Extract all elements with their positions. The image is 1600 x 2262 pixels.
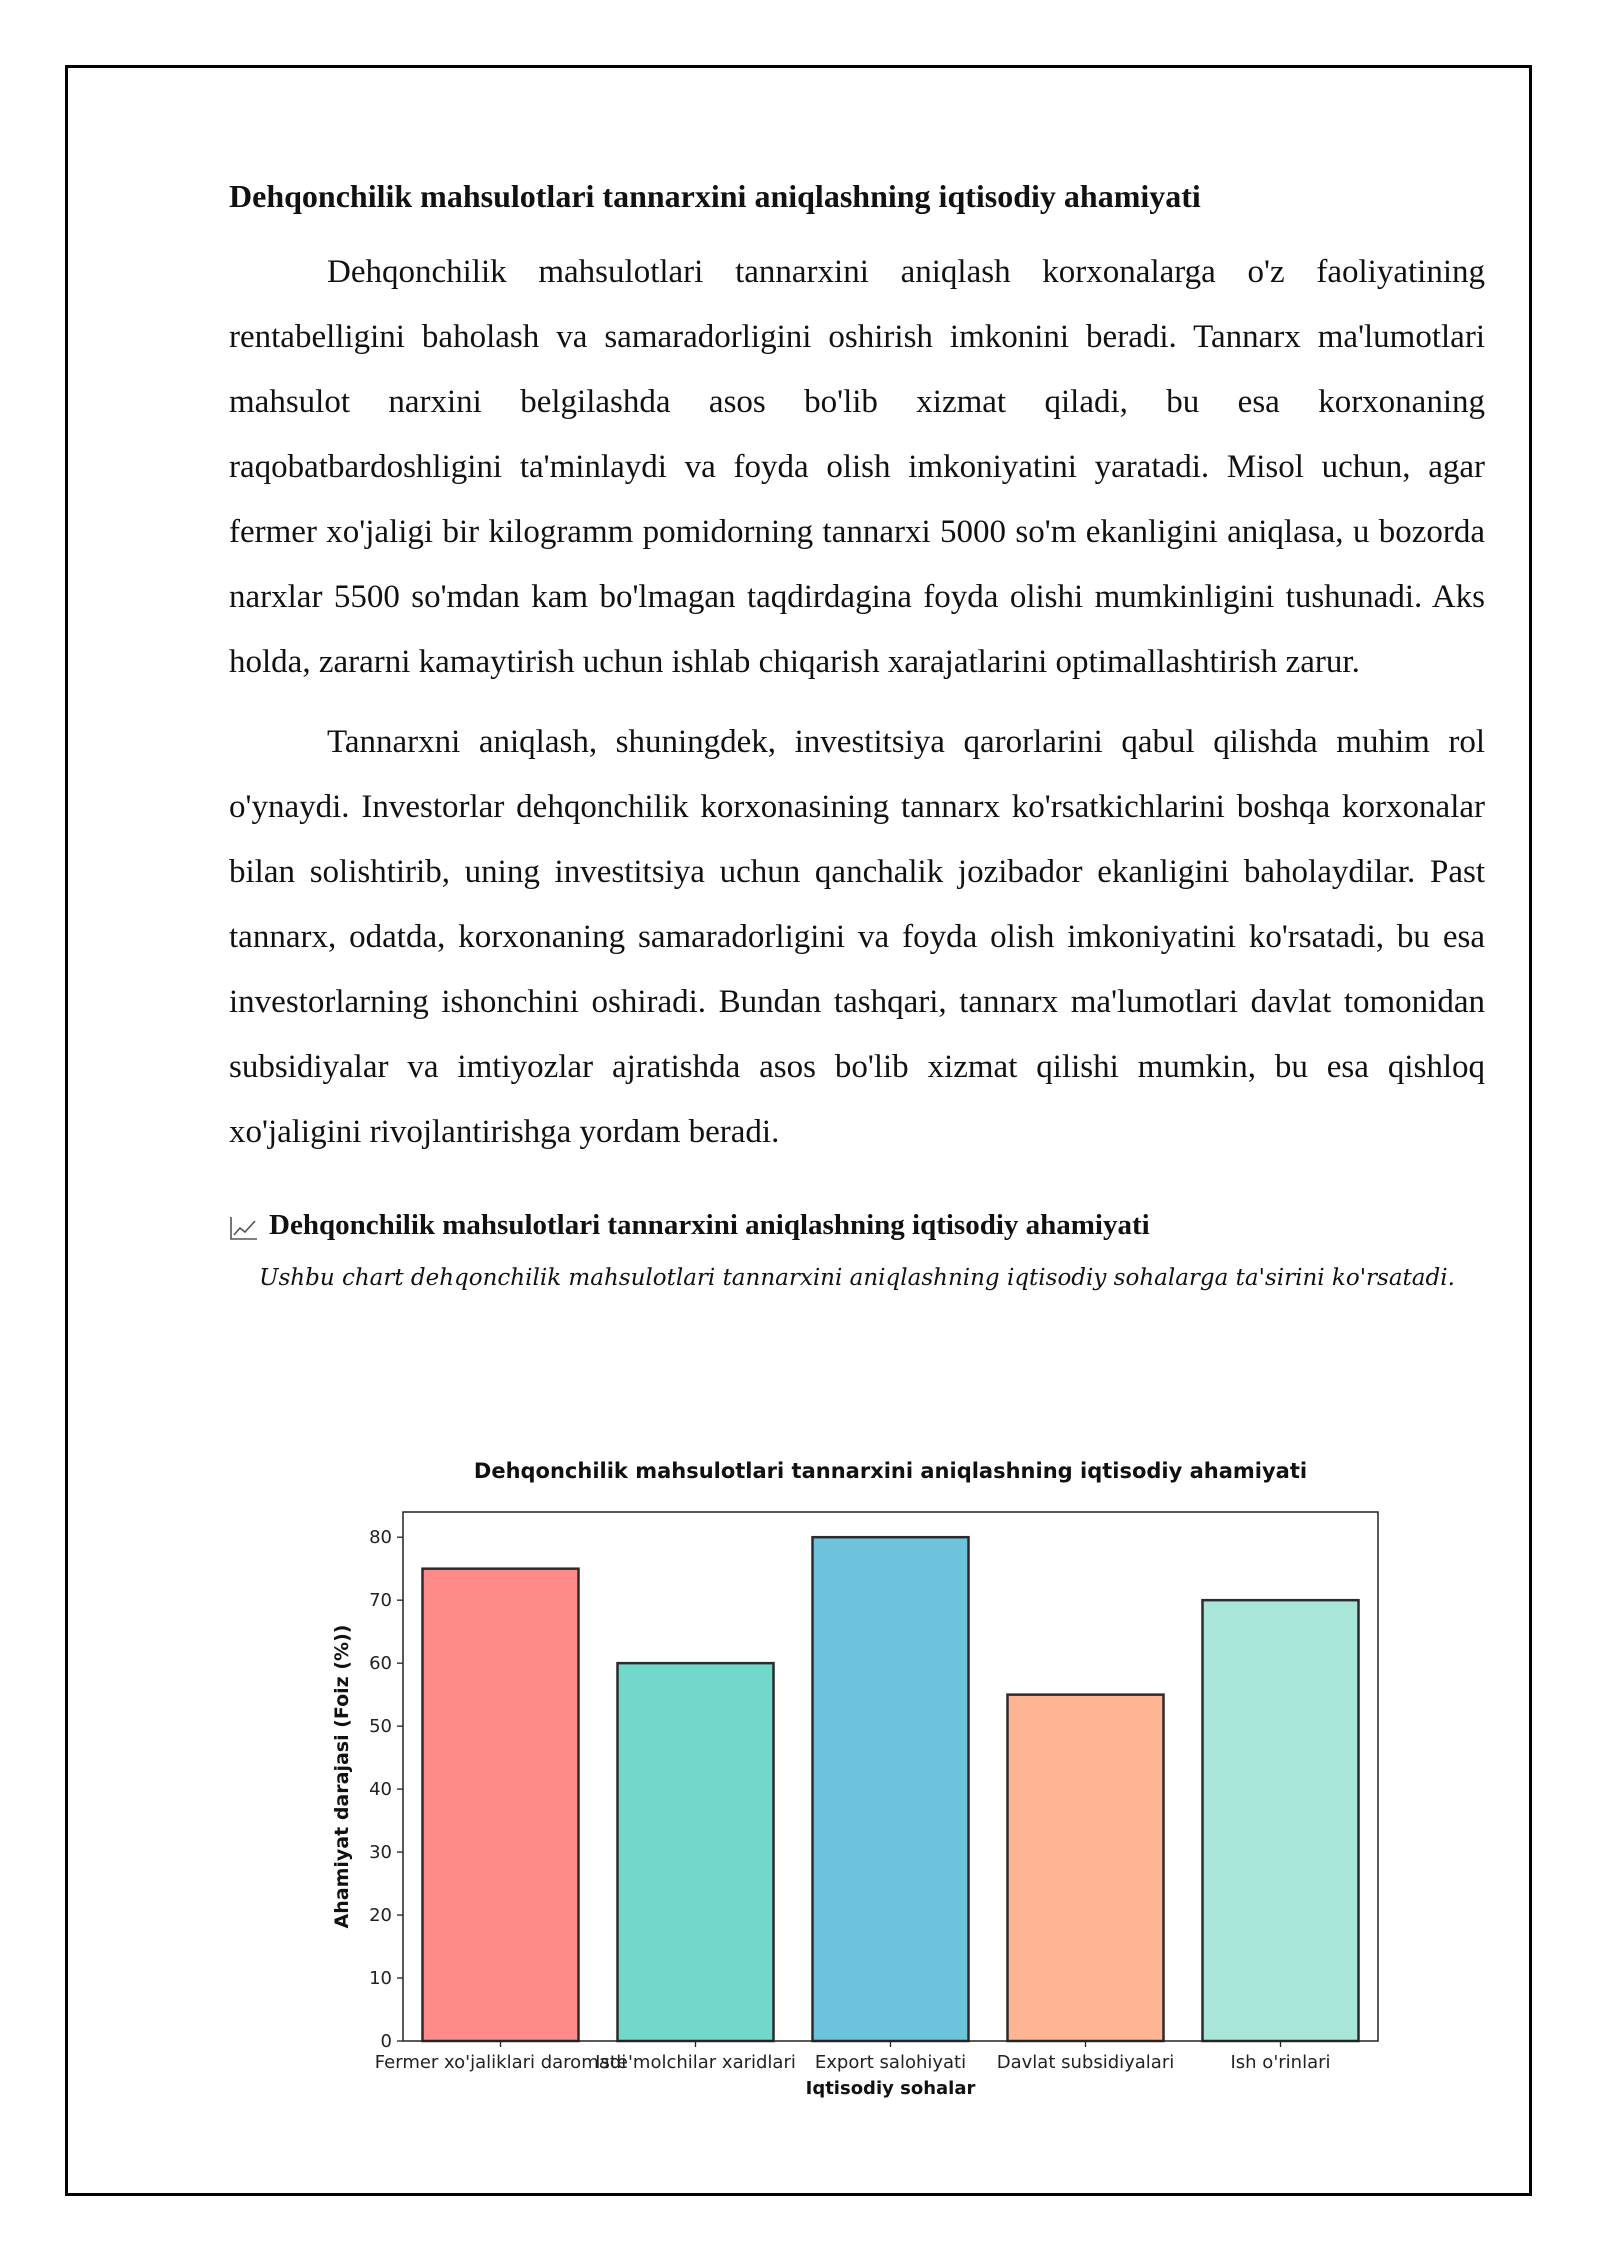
bar	[1008, 1695, 1164, 2041]
y-tick-label: 40	[369, 1779, 392, 1801]
chart-line-icon	[229, 1212, 259, 1238]
y-tick-label: 20	[369, 1905, 392, 1927]
chart-caption: Ushbu chart dehqonchilik mahsulotlari tannarxini aniqlashning iqtisodiy sohalarga ta'sirini ko'rsatadi.	[259, 1265, 1455, 1291]
y-tick-label: 70	[369, 1590, 392, 1612]
y-tick-label: 30	[369, 1842, 392, 1864]
y-axis-label: Ahamiyat darajasi (Foiz (%))	[331, 1624, 353, 1929]
chart-svg	[300, 1440, 1410, 2120]
x-tick-label: Ish o'rinlari	[1230, 2052, 1331, 2073]
x-tick-label: Davlat subsidiyalari	[996, 2052, 1175, 2073]
bar	[423, 1569, 579, 2041]
x-tick-label: Iste'molchilar xaridlari	[595, 2052, 796, 2073]
y-tick-label: 80	[369, 1527, 392, 1549]
x-axis-label: Iqtisodiy sohalar	[805, 2078, 976, 2099]
y-tick-label: 50	[369, 1716, 392, 1738]
section-title: Dehqonchilik mahsulotlari tannarxini aniqlashning iqtisodiy ahamiyati	[229, 178, 1201, 214]
bar	[1203, 1600, 1359, 2041]
y-tick-label: 10	[369, 1968, 392, 1990]
y-tick-label: 60	[369, 1653, 392, 1675]
chart-title: Dehqonchilik mahsulotlari tannarxini aniqlashning iqtisodiy ahamiyati	[473, 1459, 1308, 1483]
bar-chart	[300, 1440, 1410, 2120]
bar	[618, 1663, 774, 2041]
chart-heading	[229, 1205, 1485, 1245]
x-tick-label: Export salohiyati	[814, 2052, 967, 2073]
bar	[813, 1537, 969, 2041]
x-tick-label: Fermer xo'jaliklari daromadi	[374, 2052, 627, 2073]
y-tick-label: 0	[380, 2031, 392, 2052]
document-body	[229, 172, 1485, 1295]
chart-heading-text: Dehqonchilik mahsulotlari tannarxini aniqlashning iqtisodiy ahamiyati	[269, 1209, 1150, 1241]
paragraph-2: Tannarxni aniqlash, shuningdek, investitsiya qarorlarini qabul qilishda muhim rol o'ynaydi. Investorlar dehqonchilik korxonasining tannarx ko'rsatkichlarini boshqa korxonalar bilan solishtirib, uning investitsiya uchun qanchalik jozibador ekanligini baholaydilar. Past tannarx, odatda, korxonaning samaradorligini va foyda olish imkoniyatini ko'rsatadi, bu esa investorlarning ishonchini oshiradi. Bundan tashqari, tannarx ma'lumotlari davlat tomonidan subsidiyalar va imtiyozlar ajratishda asos bo'lib xizmat qilishi mumkin, bu esa qishloq xo'jaligini rivojlantirishga yordam beradi.	[229, 724, 1485, 1150]
paragraph-1: Dehqonchilik mahsulotlari tannarxini aniqlash korxonalarga o'z faoliyatining rentabelligini baholash va samaradorligini oshirish imkonini beradi. Tannarx ma'lumotlari mahsulot narxini belgilashda asos bo'lib xizmat qiladi, bu esa korxonaning raqobatbardoshligini ta'minlaydi va foyda olish imkoniyatini yaratadi. Misol uchun, agar fermer xo'jaligi bir kilogramm pomidorning tannarxi 5000 so'm ekanligini aniqlasa, u bozorda narxlar 5500 so'mdan kam bo'lmagan taqdirdagina foyda olishi mumkinligini tushunadi. Aks holda, zararni kamaytirish uchun ishlab chiqarish xarajatlarini optimallashtirish zarur.	[229, 254, 1485, 680]
